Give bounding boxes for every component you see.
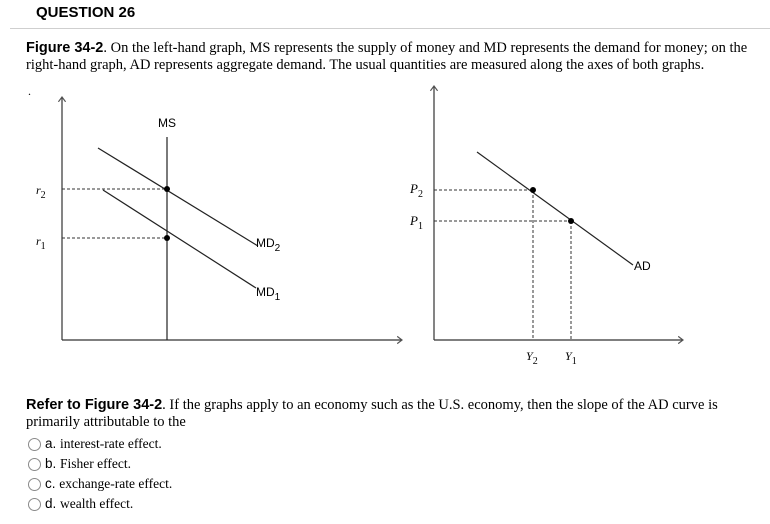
question-stem <box>26 397 756 431</box>
equilibrium-point-r1 <box>164 235 170 241</box>
figure-description-text: . On the left-hand graph, MS represents the supply of money and MD represents the demand for money; on the right-hand graph, AD represents aggregate demand. The usual quantities are measured along the axes of both graphs. <box>26 40 748 73</box>
md2-label: $MD_2$ <box>256 236 281 254</box>
ms-label: MS <box>158 116 176 130</box>
r1-label: $r_1$ <box>36 234 46 252</box>
ad-label: AD <box>634 259 651 273</box>
md1-label: $MD_1$ <box>256 285 281 303</box>
md2-curve <box>98 148 258 246</box>
choice-d[interactable] <box>28 494 172 514</box>
choice-a-radio[interactable] <box>28 438 41 451</box>
y2-label: $Y_2$ <box>526 349 538 367</box>
question-title: QUESTION 26 <box>36 4 136 21</box>
stray-dot: . <box>28 84 31 98</box>
equilibrium-point-r2 <box>164 186 170 192</box>
stem-figure-reference: Refer to Figure 34-2 <box>26 397 163 413</box>
figure-description <box>26 40 756 74</box>
choice-b[interactable] <box>28 454 172 474</box>
choice-b-label: b. Fisher effect. <box>45 456 132 471</box>
md1-curve <box>103 190 256 288</box>
ad-point-p2 <box>530 187 536 193</box>
choice-c[interactable] <box>28 474 172 494</box>
choice-c-label: c. exchange-rate effect. <box>45 476 173 491</box>
left-graph <box>36 97 402 340</box>
ad-curve <box>477 152 633 265</box>
answer-choices <box>28 434 172 514</box>
choice-b-radio[interactable] <box>28 458 41 471</box>
figure-reference: Figure 34-2 <box>26 40 104 56</box>
choice-a[interactable] <box>28 434 172 454</box>
y1-label: $Y_1$ <box>565 349 577 367</box>
right-graph <box>409 86 683 367</box>
choice-a-label: a. interest-rate effect. <box>45 436 162 451</box>
p1-label: $P_1$ <box>410 213 423 232</box>
choice-d-label: d. wealth effect. <box>45 496 134 511</box>
ad-point-p1 <box>568 218 574 224</box>
figure-34-2 <box>0 80 770 380</box>
p2-label: $P_2$ <box>410 181 423 200</box>
stem-text: . If the graphs apply to an economy such as the U.S. economy, then the slope of the AD curve is primarily attributable to the <box>26 397 718 430</box>
choice-c-radio[interactable] <box>28 478 41 491</box>
question-header <box>10 0 770 29</box>
choice-d-radio[interactable] <box>28 498 41 511</box>
r2-label: $r_2$ <box>36 183 46 201</box>
